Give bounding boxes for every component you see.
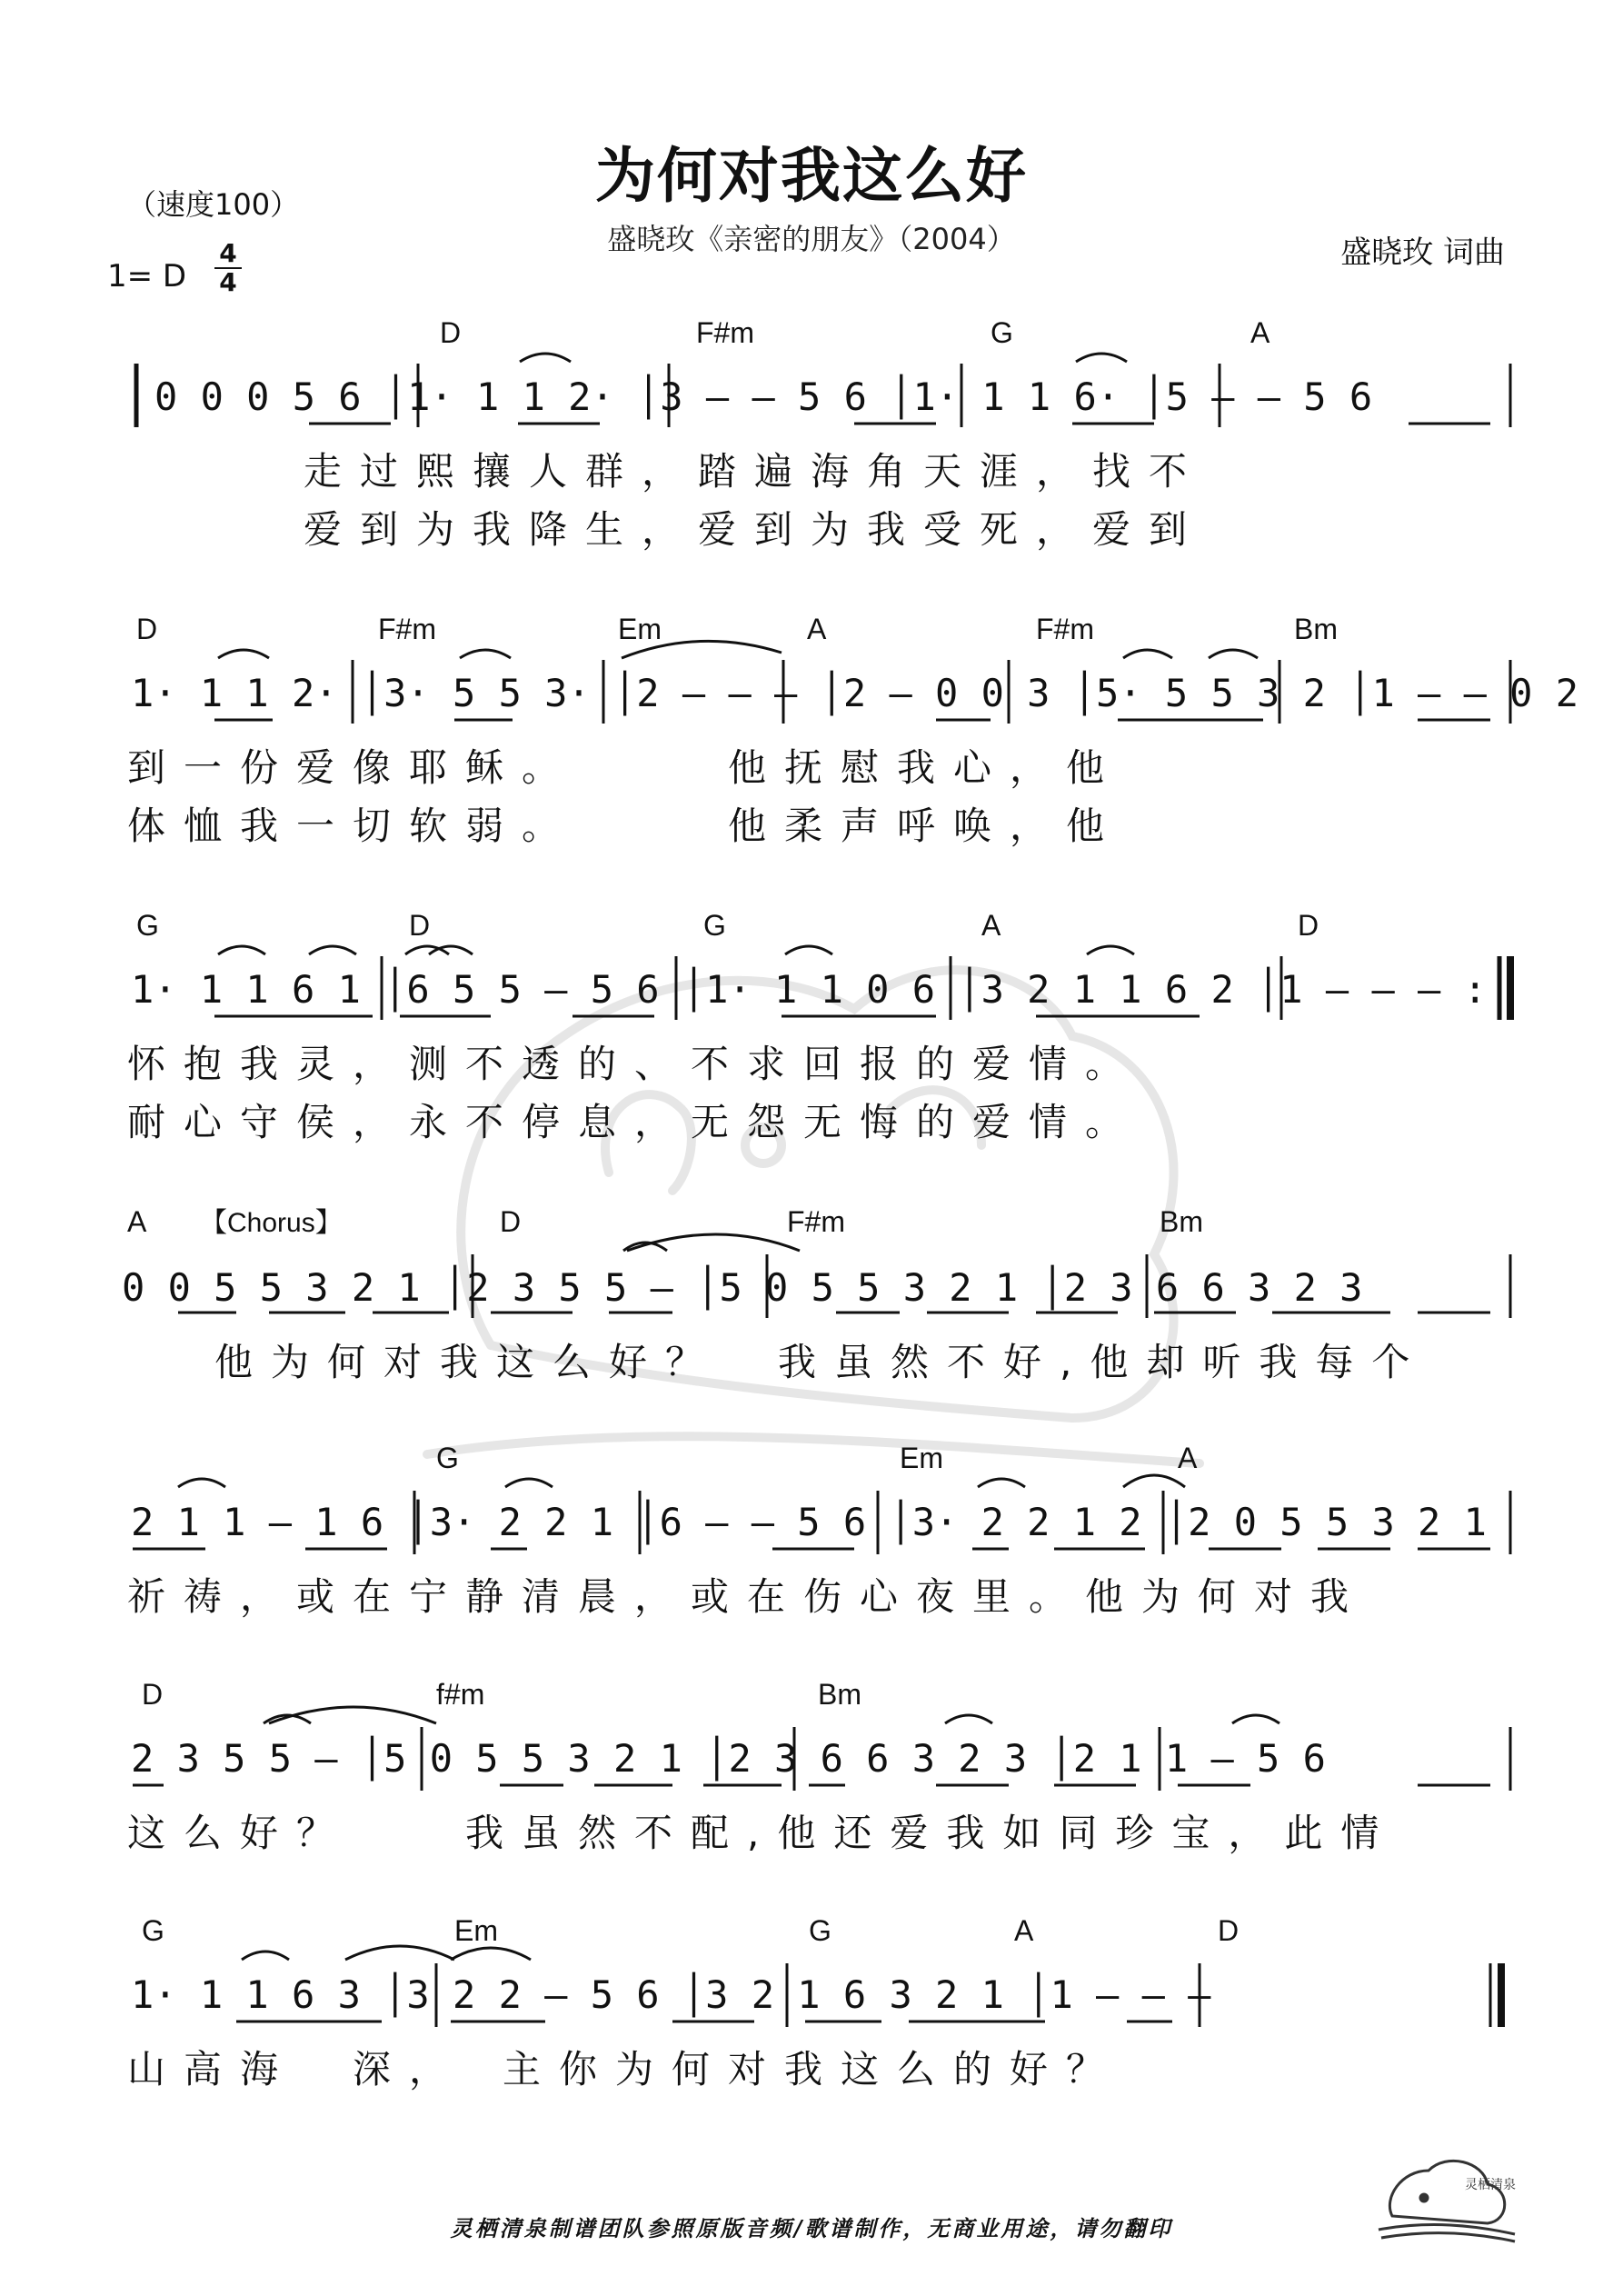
chord-F#m: F#m [1036, 613, 1094, 645]
time-signature-bottom: 4 [219, 267, 237, 297]
lyric-verse-1: 怀抱我灵，测不透的、不求回报的爱情。 [127, 1042, 1142, 1086]
chord-G: G [436, 1442, 459, 1474]
copyright-footer: 灵栖清泉制谱团队参照原版音频/歌谱制作，无商业用途，请勿翻印 [450, 2215, 1173, 2241]
logo-text: 灵栖清泉 [1465, 2178, 1516, 2192]
album-subtitle: 盛晓玫《亲密的朋友》（2004） [607, 222, 1016, 256]
lyric-chorus: 祈祷，或在宁静清晨，或在伤心夜里。他为何对我 [127, 1574, 1368, 1619]
notation-line: 1· 1 1 2· │3· 5 5 3· │2 — — — │2 — 0 0 3 │5· 5 5 3 2 │1 — — 0 2 [131, 671, 1579, 715]
chord-F#m: F#m [378, 613, 436, 645]
notation-line: 0 0 0 5 6 │1· 1 1 2· │3 — — 5 6 │1· 1 1 6· │5 — — 5 6 [154, 374, 1373, 419]
lyric-chorus: 山高海 深， 主你为何对我这么的好？ [127, 2047, 1123, 2091]
lyric-verse-2: 耐心守侯，永不停息，无怨无悔的爱情。 [127, 1100, 1142, 1144]
tempo-marking: （速度100） [127, 187, 300, 222]
chord-G: G [991, 316, 1013, 349]
notation-line: 2 3 5 5 — │5 0 5 5 3 2 1 │2 3 6 6 3 2 3 │2 1 1 — 5 6 [131, 1736, 1326, 1781]
chord-F#m: F#m [787, 1205, 845, 1238]
chord-G: G [809, 1914, 831, 1947]
chord-Bm: Bm [1160, 1205, 1203, 1238]
chord-Bm: Bm [1294, 613, 1338, 645]
song-title: 为何对我这么好 [595, 141, 1028, 211]
chord-D: D [409, 909, 431, 942]
chorus-label: 【Chorus】 [200, 1208, 343, 1238]
chord-D: D [136, 613, 158, 645]
chord-F#m: F#m [696, 316, 754, 349]
chord-D: D [1218, 1914, 1240, 1947]
chord-Bm: Bm [818, 1678, 861, 1711]
chord-D: D [500, 1205, 522, 1238]
chord-A: A [127, 1205, 147, 1238]
chord-A: A [1178, 1442, 1198, 1474]
chord-Em: Em [454, 1914, 498, 1947]
chord-f#m: f#m [436, 1678, 485, 1711]
chord-A: A [1250, 316, 1270, 349]
lyric-verse-2: 爱到为我降生，爱到为我受死，爱到 [304, 507, 1206, 552]
notation-line: 2 1 1 — 1 6 │3· 2 2 1 │6 — — 5 6 │3· 2 2 1 2 │2 0 5 5 3 2 1 [131, 1500, 1487, 1544]
chord-G: G [703, 909, 726, 942]
lyric-chorus: 这么好？ 我虽然不配,他还爱我如同珍宝，此情 [127, 1811, 1398, 1855]
lyric-chorus: 他为何对我这么好？ 我虽然不好,他却听我每个 [214, 1340, 1429, 1384]
chord-A: A [981, 909, 1001, 942]
lyric-verse-2: 体恤我一切软弱。 他柔声呼唤，他 [127, 804, 1123, 848]
notation-line: 0 0 5 5 3 2 1 │2 3 5 5 — │5 0 5 5 3 2 1 │2 3 6 6 3 2 3 [122, 1265, 1363, 1310]
chord-A: A [807, 613, 827, 645]
lamb-logo-icon [1374, 2143, 1519, 2243]
chord-Em: Em [618, 613, 662, 645]
notation-line: 1· 1 1 6 3 │3 2 2 — 5 6 │3 2 1 6 3 2 1 │1 — — — [131, 1972, 1211, 2017]
chord-D: D [142, 1678, 164, 1711]
notation-line: 1· 1 1 6 1 │6 5 5 — 5 6 │1· 1 1 0 6 │3 2 1 1 6 2 │1 — — — : [131, 967, 1487, 1012]
chord-G: G [136, 909, 159, 942]
chord-Em: Em [900, 1442, 943, 1474]
chord-D: D [1298, 909, 1319, 942]
chord-D: D [440, 316, 462, 349]
composer-credit: 盛晓玫 词曲 [1340, 235, 1505, 271]
chord-G: G [142, 1914, 164, 1947]
lyric-verse-1: 到一份爱像耶稣。 他抚慰我心，他 [127, 745, 1123, 790]
chord-A: A [1014, 1914, 1034, 1947]
key-signature: 1= D [107, 258, 187, 294]
time-signature-top: 4 [219, 238, 237, 268]
lyric-verse-1: 走过熙攘人群，踏遍海角天涯，找不 [304, 449, 1206, 494]
